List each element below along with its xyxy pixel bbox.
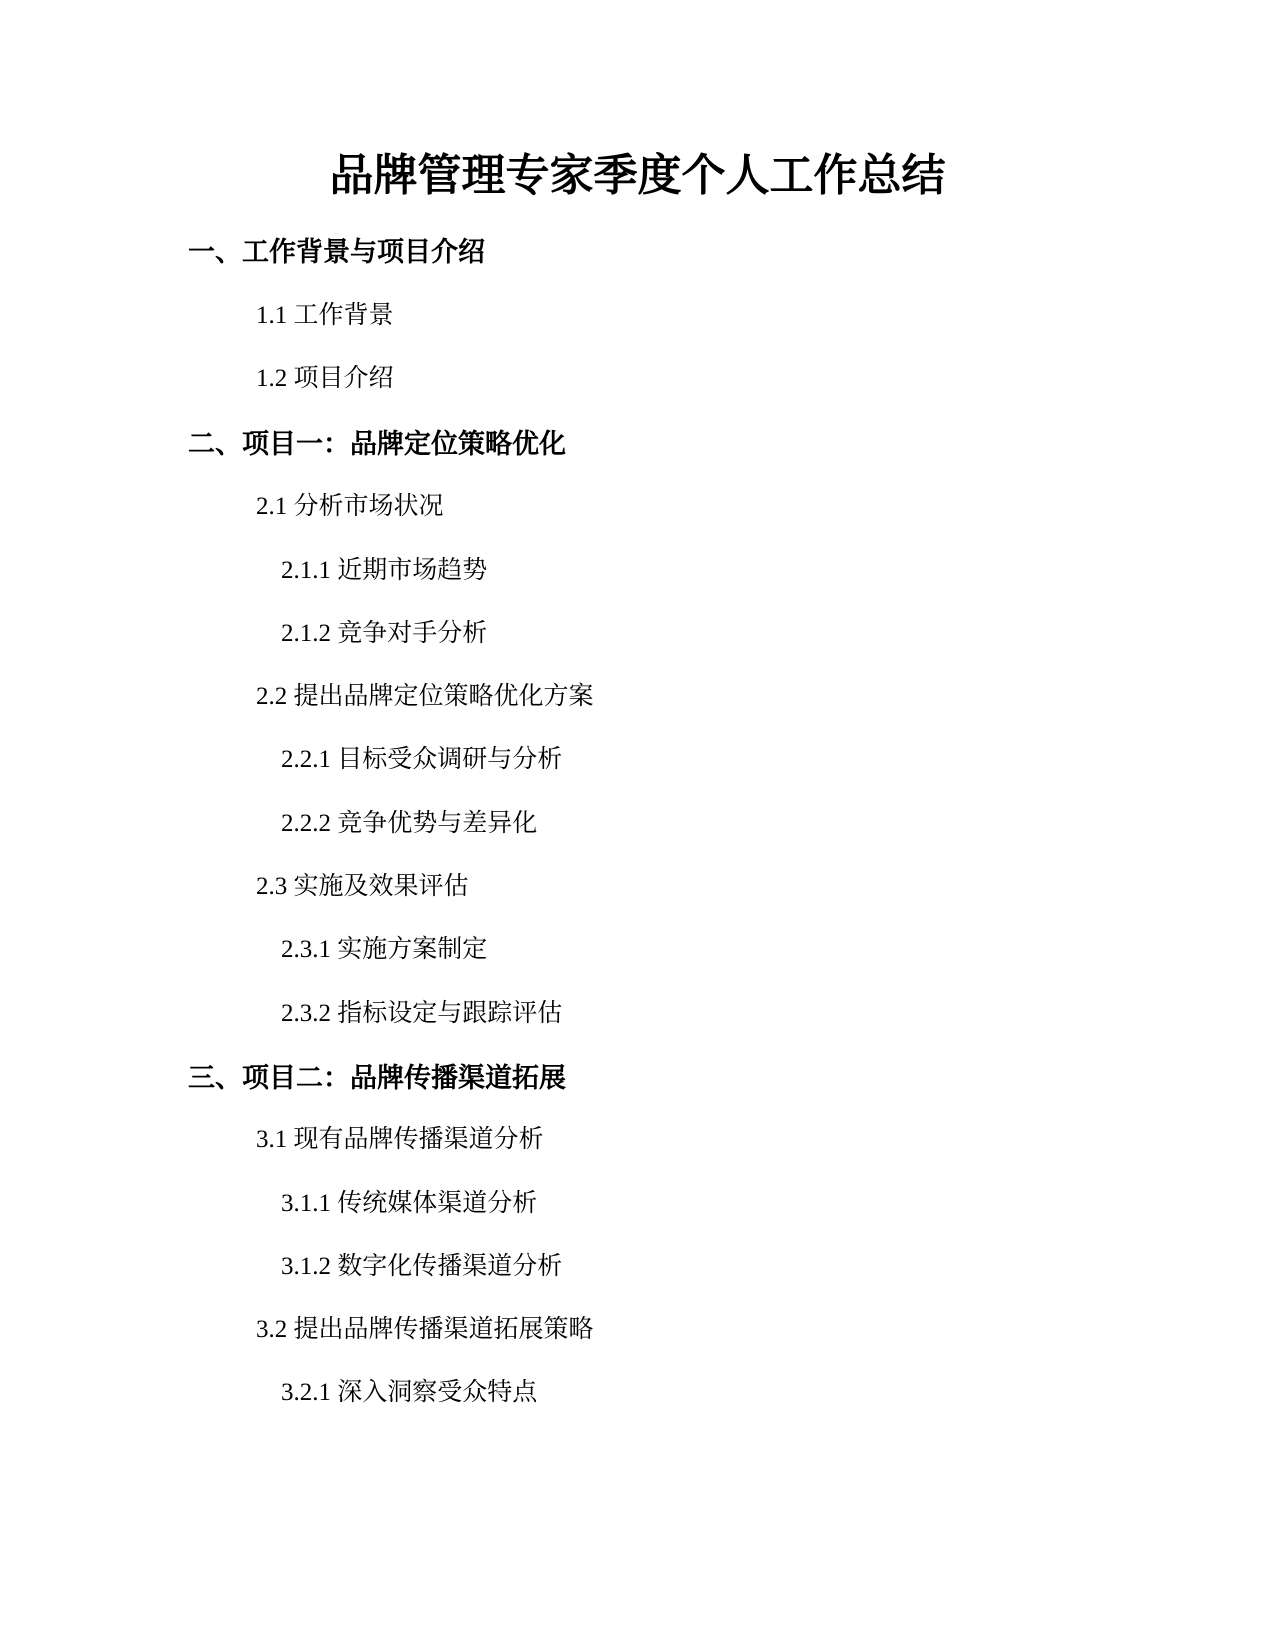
subsection-3-1-1: 3.1.1 传统媒体渠道分析 [281,1190,538,1217]
subsection-2-2-1: 2.2.1 目标受众调研与分析 [281,746,563,773]
section-heading-1: 一、工作背景与项目介绍 [188,237,485,268]
subsection-3-2: 3.2 提出品牌传播渠道拓展策略 [256,1316,594,1343]
subsection-1-1: 1.1 工作背景 [256,302,394,329]
subsection-2-1-1: 2.1.1 近期市场趋势 [281,557,488,584]
section-heading-3: 三、项目二：品牌传播渠道拓展 [188,1063,566,1094]
subsection-2-2-2: 2.2.2 竞争优势与差异化 [281,810,538,837]
subsection-3-1-2: 3.1.2 数字化传播渠道分析 [281,1253,563,1280]
section-heading-2: 二、项目一：品牌定位策略优化 [188,429,566,460]
subsection-3-2-1: 3.2.1 深入洞察受众特点 [281,1379,538,1406]
subsection-2-2: 2.2 提出品牌定位策略优化方案 [256,683,594,710]
subsection-2-3: 2.3 实施及效果评估 [256,873,469,900]
subsection-2-3-1: 2.3.1 实施方案制定 [281,936,488,963]
subsection-2-1-2: 2.1.2 竞争对手分析 [281,620,488,647]
subsection-1-2: 1.2 项目介绍 [256,365,394,392]
document-title: 品牌管理专家季度个人工作总结 [329,150,946,201]
subsection-3-1: 3.1 现有品牌传播渠道分析 [256,1126,544,1153]
subsection-2-3-2: 2.3.2 指标设定与跟踪评估 [281,1000,563,1027]
subsection-2-1: 2.1 分析市场状况 [256,493,444,520]
